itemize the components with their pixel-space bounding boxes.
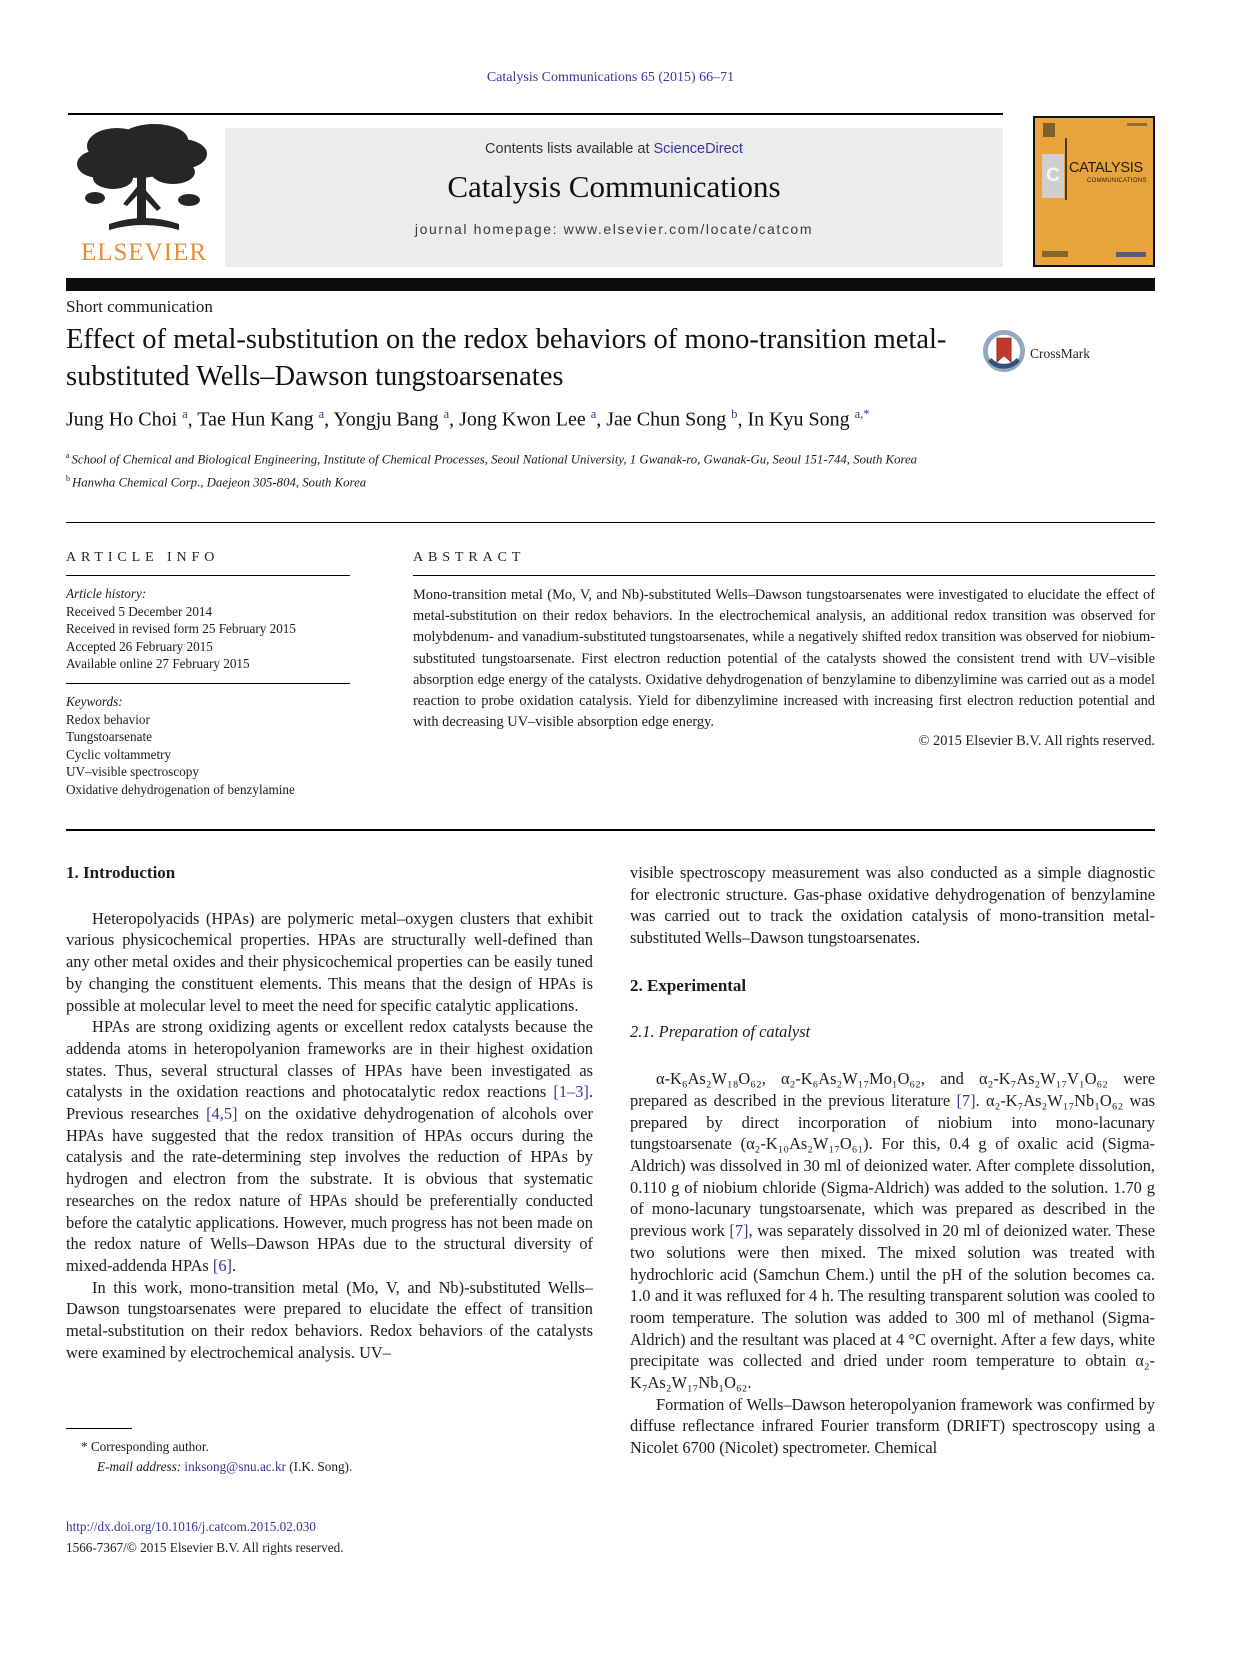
text-segment: Contents lists available at <box>485 141 654 157</box>
keyword-item: UV–visible spectroscopy <box>66 764 199 780</box>
keyword-item: Cyclic voltammetry <box>66 746 172 762</box>
article-title: Effect of metal-substitution on the redox behaviors of mono-transition metal-substituted Wells–Dawson tungstoarsenates <box>66 324 947 392</box>
keyword-item: Tungstoarsenate <box>66 729 152 745</box>
body-paragraph: Heteropolyacids (HPAs) are polymeric metal–oxygen clusters that exhibit various physicochemical properties. HPAs are structurally well-defined than any other metal oxides and their physicochemical properties can be easily tuned by changing the constituent elements. This means that the design of HPAs is possible at molecular level to meet the need for specific catalytic applications. <box>66 908 593 1015</box>
section-heading-experimental: 2. Experimental <box>630 975 747 995</box>
inline-link[interactable]: ScienceDirect <box>653 141 743 157</box>
cover-mini-logo <box>1043 123 1055 137</box>
inline-link[interactable]: [4,5] <box>206 1104 238 1124</box>
inline-link[interactable]: inksong@snu.ac.kr <box>184 1458 286 1474</box>
text-segment: Hanwha Chemical Corp., Daejeon 305-804, South Korea <box>71 475 367 490</box>
abstract-copyright: © 2015 Elsevier B.V. All rights reserved. <box>918 733 1155 750</box>
doi-link[interactable]: http://dx.doi.org/10.1016/j.catcom.2015.02.030 <box>66 1519 316 1534</box>
journal-homepage-link[interactable]: journal homepage: www.elsevier.com/locate/catcom <box>414 221 814 237</box>
text-segment: HPAs are strong oxidizing agents or excellent redox catalysts because the addenda atoms in heteropolyanion frameworks are in their highest oxidation states. Thus, several structural classes of HPAs have been investigated as catalysts in the oxidation reactions and photocatalytic redox reactions <box>66 1017 593 1102</box>
text-segment: , In Kyu Song <box>737 408 855 431</box>
keyword-item: Oxidative dehydrogenation of benzylamine <box>66 781 295 797</box>
author-affiliation-marker: a,* <box>854 407 870 421</box>
inline-link[interactable]: [1–3] <box>553 1082 589 1102</box>
inline-link[interactable]: [7] <box>729 1221 749 1241</box>
crossmark-badge[interactable] <box>983 330 1090 377</box>
section-heading-introduction: 1. Introduction <box>66 863 176 882</box>
author-affiliation-marker: a <box>318 407 325 421</box>
history-item: Received 5 December 2014 <box>66 603 213 619</box>
cover-title: CATALYSIS <box>1069 160 1143 176</box>
abstract-rule <box>413 575 1155 576</box>
text-segment: (I.K. Song). <box>285 1458 353 1474</box>
text-segment: α-K₆As₂W₁₈O₆₂, α₂-K₆As₂W₁₇Mo₁O₆₂, and α₂-K₇As₂W₁₇V₁O₆₂ were prepared as described in the previous literature <box>630 1069 1155 1110</box>
article-info-rule <box>66 575 350 576</box>
body-separator-rule <box>66 829 1155 831</box>
crossmark-label: CrossMark <box>1030 345 1090 361</box>
text-segment: . α₂-K₇As₂W₁₇Nb₁O₆₂ was prepared by direct incorporation of niobium into mono-lacunary tungstoarsenate (α₂-K₁₀As₂W₁₇O₆₁). For this, 0.4 g of oxalic acid (Sigma-Aldrich) was dissolved in 30 ml of deionized water. After complete dissolution, 0.110 g of niobium chloride (Sigma-Aldrich) was added to the solution. 1.70 g of mono-lacunary tungstoarsenate, which was prepared as described in the previous work <box>630 1090 1155 1241</box>
affiliation-a <box>66 446 917 469</box>
footnote-rule <box>66 1428 132 1429</box>
keyword-item: Redox behavior <box>66 711 150 727</box>
text-segment: a <box>66 451 72 460</box>
body-paragraph <box>630 1068 1155 1394</box>
text-segment: E-mail address: <box>97 1458 185 1474</box>
abstract-heading: ABSTRACT <box>413 550 526 565</box>
article-type-label: Short communication <box>66 297 213 316</box>
footnote-block <box>66 1428 496 1476</box>
author-affiliation-marker: a <box>443 407 450 421</box>
history-item: Available online 27 February 2015 <box>66 656 250 672</box>
article-history-label: Article history: <box>66 586 147 601</box>
affiliations <box>66 446 917 493</box>
text-segment: , Yongju Bang <box>324 408 444 431</box>
abstract-column <box>413 550 1155 750</box>
keywords-label: Keywords: <box>66 693 123 709</box>
journal-title: Catalysis Communications <box>447 169 781 204</box>
affiliation-b <box>66 469 917 492</box>
author-list <box>66 407 869 432</box>
subsection-heading-preparation: 2.1. Preparation of catalyst <box>630 1021 811 1041</box>
cover-footer-mark <box>1042 251 1068 257</box>
text-segment: b <box>66 474 72 484</box>
cover-c-badge: C <box>1042 154 1064 198</box>
crossmark-icon <box>983 330 1025 377</box>
cover-volume-mark <box>1127 123 1147 126</box>
header-black-bar <box>66 278 1155 291</box>
body-paragraph: In this work, mono-transition metal (Mo, V, and Nb)-substituted Wells–Dawson tungstoarsenates were prepared to elucidate the effect of transition metal-substitution on their redox behaviors. Redox behaviors of the catalysts were examined by electrochemical analysis. UV– <box>66 1277 593 1362</box>
issn-copyright-line: 1566-7367/© 2015 Elsevier B.V. All rights reserved. <box>66 1540 344 1555</box>
abstract-text: Mono-transition metal (Mo, V, and Nb)-substituted Wells–Dawson tungstoarsenates were investigated to elucidate the effect of metal-substitution on their redox behaviors. In the electrochemical analysis, an additional redox transition was observed for molybdenum- and vanadium-substituted tungstoarsenates, while a negatively shifted redox transition was observed for niobium-substituted tungstoarsenate. First electron reduction potential of the catalysts showed the consistent trend with UV–visible absorption edge energy of the catalysts. Oxidative dehydrogenation of benzylamine to dibenzylimine was carried out as a model reaction to probe oxidation catalysis. Yield for dibenzylimine increased with increasing first electron reduction potential and with decreasing UV–visible absorption edge energy. <box>413 587 1155 731</box>
text-segment: . <box>232 1255 237 1275</box>
article-info-column <box>66 550 350 799</box>
text-segment: , Jong Kwon Lee <box>449 408 591 431</box>
keywords-divider-rule <box>66 683 350 684</box>
body-column-right <box>630 862 1155 1459</box>
author-affiliation-marker: b <box>731 407 738 421</box>
text-segment: , was separately dissolved in 20 ml of deionized water. These two solutions were then mixed. The mixed solution was treated with hydrochloric acid (Samchun Chem.) until the pH of the solution becomes ca. 1.0 and it was refluxed for 4 h. The resulting transparent solution was cooled to room temperature. The solution was added to 300 ml of methanol (Sigma-Aldrich) and the resultant was placed at 4 °C overnight. After a few days, white precipitate was collected and dried under room temperature to obtain α₂-K₇As₂W₁₇Nb₁O₆₂. <box>630 1221 1155 1393</box>
text-segment: , Jae Chun Song <box>596 408 732 431</box>
text-segment: School of Chemical and Biological Engineering, Institute of Chemical Processes, Seoul National University, 1 Gwanak-ro, Gwanak-Gu, Seoul 151-744, South Korea <box>71 452 918 467</box>
cover-sciencedirect-mark <box>1116 252 1146 257</box>
contents-line <box>225 141 1003 157</box>
corresponding-author-note: * Corresponding author. <box>81 1439 209 1454</box>
running-head-citation: Catalysis Communications 65 (2015) 66–71 <box>486 70 735 85</box>
inline-link[interactable]: [6] <box>212 1255 233 1275</box>
cover-vertical-text-strip <box>1065 138 1067 200</box>
journal-cover-thumbnail[interactable] <box>1033 116 1155 267</box>
corresponding-author-email <box>66 1457 496 1477</box>
text-segment: on the oxidative dehydrogenation of alcohols over HPAs have suggested that the redox transition of HPAs occurs during the catalysis and the rate-determining step involves the reduction of HPAs by hydrogen and electron from the substrate. It is obvious that systematic researches on the redox nature of HPAs should be preferentially conducted before the catalytic applications. However, much progress has not been made on the redox nature of Wells–Dawson HPAs due to the structural diversity of mixed-addenda HPAs <box>66 1104 593 1275</box>
journal-banner <box>225 128 1003 267</box>
elsevier-wordmark: ELSEVIER <box>80 239 208 266</box>
inline-link[interactable]: [7] <box>956 1090 976 1110</box>
front-matter-rule <box>66 522 1155 523</box>
text-segment: , Tae Hun Kang <box>187 408 319 431</box>
author-affiliation-marker: a <box>182 407 188 421</box>
body-paragraph: Formation of Wells–Dawson heteropolyanion framework was confirmed by diffuse reflectance infrared Fourier transform (DRIFT) spectroscopy using a Nicolet 6700 (Nicolet) spectrometer. Chemical <box>630 1394 1155 1458</box>
author-affiliation-marker: a <box>590 407 597 421</box>
body-paragraph: visible spectroscopy measurement was also conducted as a simple diagnostic for electronic structure. Gas-phase oxidative dehydrogenation of benzylamine was carried out to track the oxidation catalysis of mono-transition metal-substituted Wells–Dawson tungstoarsenates. <box>630 863 1155 948</box>
cover-subtitle: COMMUNICATIONS <box>1087 178 1147 184</box>
header-rule <box>68 113 1003 115</box>
text-segment: Jung Ho Choi <box>66 408 183 431</box>
body-paragraph <box>66 1016 593 1276</box>
history-item: Received in revised form 25 February 2015 <box>66 621 296 637</box>
text-segment: . Previous researches <box>66 1082 593 1124</box>
article-info-heading: ARTICLE INFO <box>66 550 220 565</box>
body-column-left <box>66 862 593 1363</box>
history-item: Accepted 26 February 2015 <box>66 638 213 654</box>
elsevier-logo[interactable] <box>66 120 222 272</box>
